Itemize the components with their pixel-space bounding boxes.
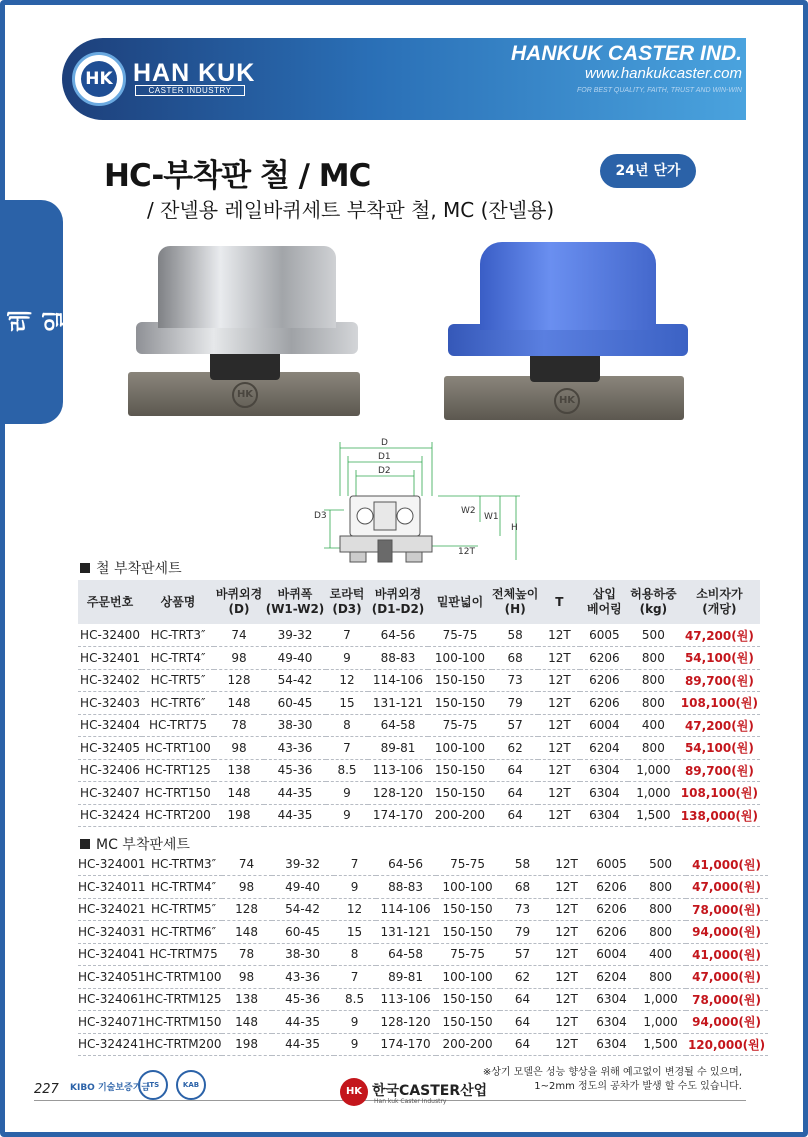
table-cell: 150-150: [428, 782, 492, 805]
table-cell: 100-100: [436, 876, 500, 899]
table-cell: HC-TRT75: [142, 714, 214, 737]
table-cell: HC-324001: [78, 853, 146, 876]
table-cell: HC-324011: [78, 876, 146, 899]
table-cell: 64-56: [368, 624, 428, 647]
table-cell: HC-TRTM5″: [146, 898, 222, 921]
price-cell: 41,000(원): [686, 943, 768, 966]
table-cell: 148: [222, 921, 272, 944]
table-row: [78, 804, 760, 827]
page-subtitle: / 잔넬용 레일바퀴세트 부착판 철, MC (잔넬용): [147, 198, 555, 222]
table-cell: 64-58: [376, 943, 436, 966]
table-row: [78, 1033, 768, 1056]
price-cell: 47,000(원): [686, 876, 768, 899]
table-cell: 44-35: [272, 1033, 334, 1056]
note-line: ※상기 모델은 성능 향상을 위해 예고없이 변경될 수 있으며,: [482, 1067, 742, 1078]
table-cell: 6304: [580, 804, 628, 827]
price-cell: 89,700(원): [678, 759, 760, 782]
table-cell: 8.5: [326, 759, 368, 782]
table-cell: 75-75: [428, 624, 492, 647]
table-cell: HC-324021: [78, 898, 146, 921]
table-cell: HC-TRT4″: [142, 647, 214, 670]
table-cell: HC-324031: [78, 921, 146, 944]
table-cell: 98: [214, 647, 264, 670]
table-cell: 45-36: [272, 988, 334, 1011]
table-cell: 100-100: [428, 737, 492, 760]
table-row: [78, 1011, 768, 1034]
table-cell: HC-TRTM75: [146, 943, 222, 966]
table-cell: 39-32: [264, 624, 326, 647]
table-cell: 58: [500, 853, 546, 876]
table-cell: 400: [628, 714, 678, 737]
table-cell: 150-150: [436, 921, 500, 944]
table-cell: 7: [326, 737, 368, 760]
table-cell: 9: [326, 782, 368, 805]
table-cell: 6206: [588, 898, 636, 921]
table-cell: HC-32407: [78, 782, 142, 805]
table-row: [78, 782, 760, 805]
table-cell: HC-TRTM6″: [146, 921, 222, 944]
table-cell: 1,500: [636, 1033, 686, 1056]
wheel-body: [480, 242, 656, 330]
column-header: 상품명: [142, 580, 214, 624]
price-cell: 78,000(원): [686, 898, 768, 921]
label-t: 12T: [458, 547, 475, 557]
table-cell: 89-81: [368, 737, 428, 760]
table-cell: 89-81: [376, 966, 436, 989]
table-cell: 75-75: [436, 943, 500, 966]
wheel-body: [158, 246, 336, 328]
table-cell: HC-TRT3″: [142, 624, 214, 647]
table-cell: 113-106: [376, 988, 436, 1011]
label-d3: D3: [314, 511, 327, 521]
table-cell: 57: [500, 943, 546, 966]
table-cell: HC-324061: [78, 988, 146, 1011]
table-cell: 12T: [538, 804, 580, 827]
table-cell: 6206: [580, 692, 628, 715]
table-cell: 78: [214, 714, 264, 737]
table-cell: 174-170: [376, 1033, 436, 1056]
table-cell: HC-32402: [78, 669, 142, 692]
table-cell: 73: [492, 669, 538, 692]
label-h: H: [511, 523, 518, 533]
table-cell: 44-35: [264, 804, 326, 827]
table-cell: 38-30: [264, 714, 326, 737]
brand-sub: CASTER INDUSTRY: [135, 85, 245, 96]
table-cell: 9: [334, 1011, 376, 1034]
price-cell: 138,000(원): [678, 804, 760, 827]
table-cell: 1,000: [628, 782, 678, 805]
column-header: 전체높이 (H): [492, 580, 538, 624]
table-cell: 12: [326, 669, 368, 692]
table-cell: HC-TRTM100: [146, 966, 222, 989]
table-cell: 148: [222, 1011, 272, 1034]
column-header: 바퀴외경 (D1-D2): [368, 580, 428, 624]
table-cell: 100-100: [428, 647, 492, 670]
price-cell: 89,700(원): [678, 669, 760, 692]
table-cell: 64-58: [368, 714, 428, 737]
price-cell: 54,100(원): [678, 737, 760, 760]
column-header: 주문번호: [78, 580, 142, 624]
table-cell: HC-TRT150: [142, 782, 214, 805]
table-cell: 43-36: [272, 966, 334, 989]
table-cell: HC-32400: [78, 624, 142, 647]
table-cell: 12T: [546, 1033, 588, 1056]
table-cell: 128: [214, 669, 264, 692]
table-cell: 6206: [580, 647, 628, 670]
table-cell: 62: [500, 966, 546, 989]
table-cell: 128-120: [376, 1011, 436, 1034]
table-cell: 12T: [546, 921, 588, 944]
price-cell: 120,000(원): [686, 1033, 768, 1056]
table-row: [78, 898, 768, 921]
table-cell: 64: [492, 759, 538, 782]
slogan: FOR BEST QUALITY, FAITH, TRUST AND WIN-WIN: [576, 87, 742, 94]
table-cell: 1,500: [628, 804, 678, 827]
table-cell: 500: [628, 624, 678, 647]
table-cell: 54-42: [272, 898, 334, 921]
table-cell: 88-83: [368, 647, 428, 670]
table-cell: HC-TRTM200: [146, 1033, 222, 1056]
table-cell: HC-TRT125: [142, 759, 214, 782]
table-cell: 800: [628, 737, 678, 760]
column-header: 밑판넓이: [428, 580, 492, 624]
label-d: D: [381, 438, 388, 448]
column-header: 소비자가 (개당): [678, 580, 760, 624]
table-cell: 60-45: [272, 921, 334, 944]
table-cell: 128-120: [368, 782, 428, 805]
table-cell: 57: [492, 714, 538, 737]
table-cell: HC-TRTM150: [146, 1011, 222, 1034]
table-cell: 198: [214, 804, 264, 827]
table-cell: 114-106: [376, 898, 436, 921]
table-cell: 128: [222, 898, 272, 921]
table-cell: 12T: [546, 898, 588, 921]
table-cell: HC-TRT200: [142, 804, 214, 827]
table-cell: 12T: [538, 624, 580, 647]
table-cell: 800: [636, 966, 686, 989]
category-label: 레일: [6, 309, 69, 333]
table-row: [78, 943, 768, 966]
table-cell: 6206: [588, 876, 636, 899]
table-cell: 75-75: [436, 853, 500, 876]
bullet-square-icon: [80, 839, 90, 849]
table-cell: 800: [636, 876, 686, 899]
table-cell: 800: [628, 669, 678, 692]
table-cell: HC-324041: [78, 943, 146, 966]
table-cell: 12T: [546, 853, 588, 876]
company-name: HANKUK CASTER IND.: [511, 42, 742, 65]
table-cell: 6004: [580, 714, 628, 737]
price-cell: 94,000(원): [686, 1011, 768, 1034]
table-cell: 6005: [580, 624, 628, 647]
table-row: [78, 759, 760, 782]
table-cell: 6204: [588, 966, 636, 989]
table-cell: 12T: [538, 782, 580, 805]
table-row: [78, 647, 760, 670]
table-cell: HC-32403: [78, 692, 142, 715]
table-cell: 1,000: [628, 759, 678, 782]
column-header: 바퀴폭 (W1-W2): [264, 580, 326, 624]
table-cell: 114-106: [368, 669, 428, 692]
table-cell: 7: [326, 624, 368, 647]
table-cell: 38-30: [272, 943, 334, 966]
table-cell: 148: [214, 782, 264, 805]
label-w2: W2: [461, 506, 476, 516]
brand-name: HAN KUK: [133, 59, 256, 87]
price-cell: 54,100(원): [678, 647, 760, 670]
table-cell: 200-200: [436, 1033, 500, 1056]
table-cell: 200-200: [428, 804, 492, 827]
table-cell: 12T: [546, 988, 588, 1011]
table-cell: HC-32404: [78, 714, 142, 737]
table-cell: HC-32405: [78, 737, 142, 760]
table-cell: 79: [492, 692, 538, 715]
price-cell: 47,200(원): [678, 714, 760, 737]
table-cell: 800: [636, 898, 686, 921]
kibo-logo: KIBO 기술보증기금: [70, 1083, 151, 1093]
footer-logo-text: 한국CASTER산업: [372, 1083, 488, 1099]
footer-logo-sub: Han kuk Caster Industry: [374, 1098, 447, 1105]
table-row: [78, 692, 760, 715]
table-cell: 39-32: [272, 853, 334, 876]
page-number: 227: [34, 1082, 59, 1097]
table-cell: 79: [500, 921, 546, 944]
hk-mark-icon: HK: [554, 388, 580, 414]
table-cell: 60-45: [264, 692, 326, 715]
price-table-mc: [78, 853, 768, 1056]
price-cell: 78,000(원): [686, 988, 768, 1011]
table-cell: 78: [222, 943, 272, 966]
table-cell: HC-324071: [78, 1011, 146, 1034]
table-cell: 49-40: [272, 876, 334, 899]
table-cell: 12T: [546, 876, 588, 899]
table-cell: 800: [628, 647, 678, 670]
table-cell: 64-56: [376, 853, 436, 876]
table-row: [78, 853, 768, 876]
table-cell: 9: [334, 1033, 376, 1056]
table-cell: HC-TRT6″: [142, 692, 214, 715]
table-cell: 43-36: [264, 737, 326, 760]
table-cell: 8: [334, 943, 376, 966]
table-cell: 6005: [588, 853, 636, 876]
axle-hub: [210, 350, 280, 380]
hk-mark-icon: HK: [232, 382, 258, 408]
product-image-steel: [128, 240, 364, 426]
table-cell: 6004: [588, 943, 636, 966]
table-cell: 6206: [588, 921, 636, 944]
table-cell: 12: [334, 898, 376, 921]
table-cell: 54-42: [264, 669, 326, 692]
section-title-mc: [80, 834, 190, 854]
website: www.hankukcaster.com: [584, 65, 742, 82]
brand-logo: [72, 52, 126, 106]
table-cell: 6304: [588, 1011, 636, 1034]
table-cell: 64: [492, 782, 538, 805]
category-tab: [5, 200, 69, 424]
table-cell: 44-35: [272, 1011, 334, 1034]
cert-badge-kab: KAB: [176, 1070, 206, 1100]
table-cell: 8: [326, 714, 368, 737]
table-cell: 12T: [538, 692, 580, 715]
table-cell: 75-75: [428, 714, 492, 737]
table-cell: 500: [636, 853, 686, 876]
table-cell: 98: [222, 876, 272, 899]
table-cell: 150-150: [428, 759, 492, 782]
table-cell: 12T: [538, 714, 580, 737]
table-cell: 44-35: [264, 782, 326, 805]
table-cell: 1,000: [636, 1011, 686, 1034]
table-cell: 131-121: [368, 692, 428, 715]
table-row: [78, 876, 768, 899]
logo-mark: HK: [81, 61, 117, 97]
table-cell: 62: [492, 737, 538, 760]
table-cell: 150-150: [436, 1011, 500, 1034]
table-cell: HC-32406: [78, 759, 142, 782]
price-cell: 108,100(원): [678, 782, 760, 805]
column-header: 로라턱 (D3): [326, 580, 368, 624]
table-cell: 174-170: [368, 804, 428, 827]
label-d1: D1: [378, 452, 391, 462]
table-cell: 800: [628, 692, 678, 715]
table-cell: 12T: [538, 759, 580, 782]
table-row: [78, 966, 768, 989]
price-table-steel: [78, 580, 760, 827]
table-cell: 9: [326, 647, 368, 670]
table-cell: 6304: [588, 1033, 636, 1056]
table-cell: 148: [214, 692, 264, 715]
disclaimer-note: [483, 1066, 742, 1094]
table-cell: 100-100: [436, 966, 500, 989]
table-cell: 12T: [546, 966, 588, 989]
product-image-mc: [444, 240, 688, 426]
section-title-steel: [80, 558, 182, 578]
table-row: [78, 714, 760, 737]
section-label: 철 부착판세트: [96, 561, 182, 577]
table-cell: 68: [500, 876, 546, 899]
table-cell: 88-83: [376, 876, 436, 899]
table-cell: 150-150: [428, 669, 492, 692]
table-cell: 12T: [538, 737, 580, 760]
table-cell: 1,000: [636, 988, 686, 1011]
table-cell: 12T: [538, 647, 580, 670]
table-cell: 64: [500, 988, 546, 1011]
column-header: 삽입 베어링: [580, 580, 628, 624]
table-cell: HC-TRT100: [142, 737, 214, 760]
price-cell: 47,200(원): [678, 624, 760, 647]
label-d2: D2: [378, 466, 391, 476]
table-cell: 6206: [580, 669, 628, 692]
table-cell: HC-32401: [78, 647, 142, 670]
footer-logo-mark: HK: [340, 1078, 368, 1106]
table-cell: 113-106: [368, 759, 428, 782]
table-row: [78, 921, 768, 944]
table-cell: 6304: [580, 759, 628, 782]
table-cell: 131-121: [376, 921, 436, 944]
table-cell: 150-150: [436, 898, 500, 921]
axle-hub: [530, 352, 600, 382]
table-cell: 198: [222, 1033, 272, 1056]
table-cell: 45-36: [264, 759, 326, 782]
price-cell: 47,000(원): [686, 966, 768, 989]
table-cell: 15: [326, 692, 368, 715]
table-cell: 150-150: [436, 988, 500, 1011]
table-cell: 6304: [588, 988, 636, 1011]
table-cell: 12T: [546, 1011, 588, 1034]
table-row: [78, 988, 768, 1011]
table-row: [78, 737, 760, 760]
table-cell: 138: [222, 988, 272, 1011]
table-cell: 98: [214, 737, 264, 760]
table-cell: 150-150: [428, 692, 492, 715]
table-cell: 7: [334, 853, 376, 876]
price-cell: 94,000(원): [686, 921, 768, 944]
table-cell: 8.5: [334, 988, 376, 1011]
table-cell: 74: [222, 853, 272, 876]
table-cell: HC-TRTM125: [146, 988, 222, 1011]
table-cell: 15: [334, 921, 376, 944]
table-cell: 9: [326, 804, 368, 827]
column-header: T: [538, 580, 580, 624]
table-cell: 400: [636, 943, 686, 966]
price-cell: 108,100(원): [678, 692, 760, 715]
column-header: 바퀴외경 (D): [214, 580, 264, 624]
column-header: 허용하중 (kg): [628, 580, 678, 624]
table-cell: 68: [492, 647, 538, 670]
table-cell: 9: [334, 876, 376, 899]
table-cell: HC-324241: [78, 1033, 146, 1056]
table-cell: 64: [500, 1011, 546, 1034]
table-cell: 800: [636, 921, 686, 944]
table-cell: 6204: [580, 737, 628, 760]
table-cell: 7: [334, 966, 376, 989]
table-cell: HC-TRT5″: [142, 669, 214, 692]
page-title: HC-부착판 철 / MC: [104, 158, 371, 194]
table-cell: HC-32424: [78, 804, 142, 827]
label-w1: W1: [484, 512, 499, 522]
table-cell: 6304: [580, 782, 628, 805]
table-cell: 64: [492, 804, 538, 827]
price-cell: 41,000(원): [686, 853, 768, 876]
table-cell: HC-324051: [78, 966, 146, 989]
note-line: 1~2mm 정도의 공차가 발생 할 수도 있습니다.: [534, 1081, 742, 1092]
table-cell: 74: [214, 624, 264, 647]
table-cell: HC-TRTM3″: [146, 853, 222, 876]
table-row: [78, 624, 760, 647]
table-row: [78, 669, 760, 692]
table-cell: 98: [222, 966, 272, 989]
table-cell: 73: [500, 898, 546, 921]
table-cell: 138: [214, 759, 264, 782]
table-cell: 58: [492, 624, 538, 647]
table-cell: 64: [500, 1033, 546, 1056]
table-cell: 12T: [538, 669, 580, 692]
table-cell: HC-TRTM4″: [146, 876, 222, 899]
section-label: MC 부착판세트: [96, 837, 190, 853]
dimension-diagram: [310, 436, 540, 566]
table-cell: 12T: [546, 943, 588, 966]
price-year-badge: 24년 단가: [600, 154, 696, 188]
cert-badge-its: ITS: [138, 1070, 168, 1100]
table-cell: 49-40: [264, 647, 326, 670]
bullet-square-icon: [80, 563, 90, 573]
